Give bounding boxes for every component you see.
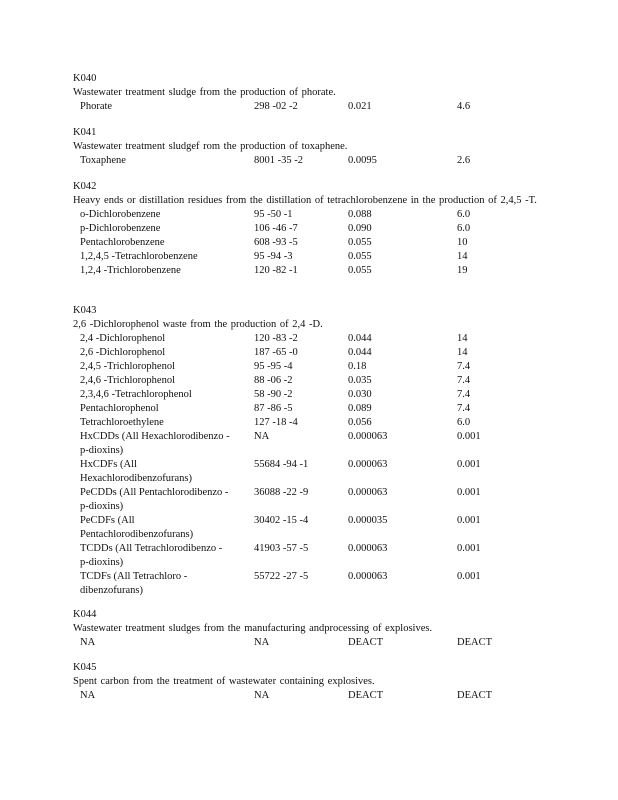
cas-number: NA: [254, 690, 270, 701]
cas-number: 120 -82 -1: [254, 265, 298, 276]
value-2: 0.001: [457, 431, 481, 442]
value-2: 14: [457, 347, 468, 358]
value-1: 0.000063: [348, 571, 388, 582]
table-row: [73, 250, 553, 264]
table-row: [73, 236, 553, 250]
constituent-name: Pentachlorobenzene: [80, 237, 165, 248]
value-2: 0.001: [457, 515, 481, 526]
waste-description: 2,6 -Dichlorophenol waste from the production of 2,4 -D.: [73, 319, 323, 330]
value-2: 0.001: [457, 487, 481, 498]
constituent-name: PeCDDs (All Pentachlorodibenzo -p-dioxins): [80, 487, 229, 512]
table-row: [73, 346, 553, 360]
constituent-name: 1,2,4,5 -Tetrachlorobenzene: [80, 251, 198, 262]
cas-number: 41903 -57 -5: [254, 543, 309, 554]
value-2: 7.4: [457, 375, 471, 386]
value-1: 0.000035: [348, 515, 388, 526]
waste-description: Wastewater treatment sludgef rom the production of toxaphene.: [73, 141, 348, 152]
cas-number: NA: [254, 637, 270, 648]
constituent-name: HxCDDs (All Hexachlorodibenzo -p-dioxins): [80, 431, 230, 456]
constituent-name: PeCDFs (All Pentachlorodibenzofurans): [80, 515, 194, 540]
value-1: 0.0095: [348, 155, 377, 166]
constituent-name: NA: [80, 637, 96, 648]
table-row: [73, 208, 553, 222]
value-2: 0.001: [457, 571, 481, 582]
waste-section-k042: [73, 180, 553, 278]
waste-code: K044: [73, 609, 97, 620]
cas-number: 187 -65 -0: [254, 347, 298, 358]
value-1: 0.044: [348, 333, 372, 344]
table-row: [73, 402, 553, 416]
table-row: [73, 570, 553, 598]
cas-number: 55722 -27 -5: [254, 571, 309, 582]
table-row: [73, 222, 553, 236]
constituent-name: 1,2,4 -Trichlorobenzene: [80, 265, 181, 276]
waste-section-k044: [73, 608, 553, 650]
waste-code: K040: [73, 73, 97, 84]
table-row: [73, 374, 553, 388]
constituent-name: 2,4,5 -Trichlorophenol: [80, 361, 175, 372]
cas-number: 608 -93 -5: [254, 237, 298, 248]
cas-number: 55684 -94 -1: [254, 459, 309, 470]
value-1: 0.055: [348, 251, 372, 262]
constituent-name: Toxaphene: [80, 155, 126, 166]
table-row: [73, 154, 553, 168]
value-2: DEACT: [457, 690, 492, 701]
value-1: 0.055: [348, 265, 372, 276]
value-2: 0.001: [457, 543, 481, 554]
table-row: [73, 388, 553, 402]
constituent-name: Pentachlorophenol: [80, 403, 159, 414]
constituent-name: Phorate: [80, 101, 113, 112]
value-1: 0.035: [348, 375, 372, 386]
value-2: 6.0: [457, 417, 471, 428]
constituent-name: 2,4 -Dichlorophenol: [80, 333, 166, 344]
table-row: [73, 458, 553, 486]
value-1: 0.000063: [348, 459, 388, 470]
value-1: 0.18: [348, 361, 367, 372]
waste-section-k040: [73, 72, 553, 114]
value-1: DEACT: [348, 637, 383, 648]
table-row: [73, 100, 553, 114]
waste-description: Wastewater treatment sludges from the manufacturing andprocessing of explosives.: [73, 623, 433, 634]
value-2: 14: [457, 333, 468, 344]
table-row: [73, 636, 553, 650]
cas-number: 88 -06 -2: [254, 375, 293, 386]
constituent-name: TCDDs (All Tetrachlorodibenzo -p-dioxins): [80, 543, 223, 568]
waste-section-k045: [73, 661, 553, 703]
waste-code: K045: [73, 662, 97, 673]
table-row: [73, 332, 553, 346]
value-2: 7.4: [457, 361, 471, 372]
value-2: 7.4: [457, 389, 471, 400]
value-1: 0.055: [348, 237, 372, 248]
value-2: 14: [457, 251, 468, 262]
value-1: DEACT: [348, 690, 383, 701]
waste-description: Wastewater treatment sludge from the production of phorate.: [73, 87, 336, 98]
value-2: 19: [457, 265, 468, 276]
constituent-name: TCDFs (All Tetrachloro - dibenzofurans): [80, 571, 188, 596]
table-row: [73, 689, 553, 703]
cas-number: 87 -86 -5: [254, 403, 293, 414]
constituent-name: NA: [80, 690, 96, 701]
table-row: [73, 264, 553, 278]
table-row: [73, 430, 553, 458]
value-2: 0.001: [457, 459, 481, 470]
value-2: DEACT: [457, 637, 492, 648]
cas-number: 127 -18 -4: [254, 417, 298, 428]
constituent-name: HxCDFs (All Hexachlorodibenzofurans): [80, 459, 192, 484]
constituent-name: Tetrachloroethylene: [80, 417, 164, 428]
waste-description: Spent carbon from the treatment of wastewater containing explosives.: [73, 676, 375, 687]
waste-section-k041: [73, 126, 553, 168]
value-2: 10: [457, 237, 468, 248]
table-row: [73, 360, 553, 374]
constituent-name: 2,6 -Dichlorophenol: [80, 347, 166, 358]
value-1: 0.000063: [348, 543, 388, 554]
value-1: 0.000063: [348, 431, 388, 442]
cas-number: 36088 -22 -9: [254, 487, 309, 498]
waste-section-k043: [73, 304, 553, 598]
value-1: 0.090: [348, 223, 372, 234]
cas-number: 120 -83 -2: [254, 333, 298, 344]
constituent-name: 2,4,6 -Trichlorophenol: [80, 375, 175, 386]
value-1: 0.000063: [348, 487, 388, 498]
cas-number: 30402 -15 -4: [254, 515, 309, 526]
constituent-name: o-Dichlorobenzene: [80, 209, 161, 220]
table-row: [73, 514, 553, 542]
table-row: [73, 486, 553, 514]
value-1: 0.044: [348, 347, 372, 358]
cas-number: 58 -90 -2: [254, 389, 293, 400]
table-row: [73, 542, 553, 570]
cas-number: 8001 -35 -2: [254, 155, 303, 166]
cas-number: 95 -50 -1: [254, 209, 293, 220]
value-1: 0.056: [348, 417, 372, 428]
waste-code: K043: [73, 305, 97, 316]
value-2: 6.0: [457, 209, 471, 220]
constituent-name: p-Dichlorobenzene: [80, 223, 161, 234]
cas-number: NA: [254, 431, 270, 442]
cas-number: 298 -02 -2: [254, 101, 298, 112]
cas-number: 95 -95 -4: [254, 361, 293, 372]
cas-number: 95 -94 -3: [254, 251, 293, 262]
waste-code: K041: [73, 127, 97, 138]
constituent-name: 2,3,4,6 -Tetrachlorophenol: [80, 389, 192, 400]
value-1: 0.021: [348, 101, 372, 112]
value-2: 4.6: [457, 101, 471, 112]
value-1: 0.089: [348, 403, 372, 414]
cas-number: 106 -46 -7: [254, 223, 298, 234]
value-1: 0.088: [348, 209, 372, 220]
waste-description: Heavy ends or distillation residues from the distillation of tetrachlorobenzene in the production of 2,4,5 -T.: [73, 195, 537, 206]
value-1: 0.030: [348, 389, 372, 400]
table-row: [73, 416, 553, 430]
value-2: 6.0: [457, 223, 471, 234]
waste-code: K042: [73, 181, 97, 192]
value-2: 2.6: [457, 155, 471, 166]
value-2: 7.4: [457, 403, 471, 414]
